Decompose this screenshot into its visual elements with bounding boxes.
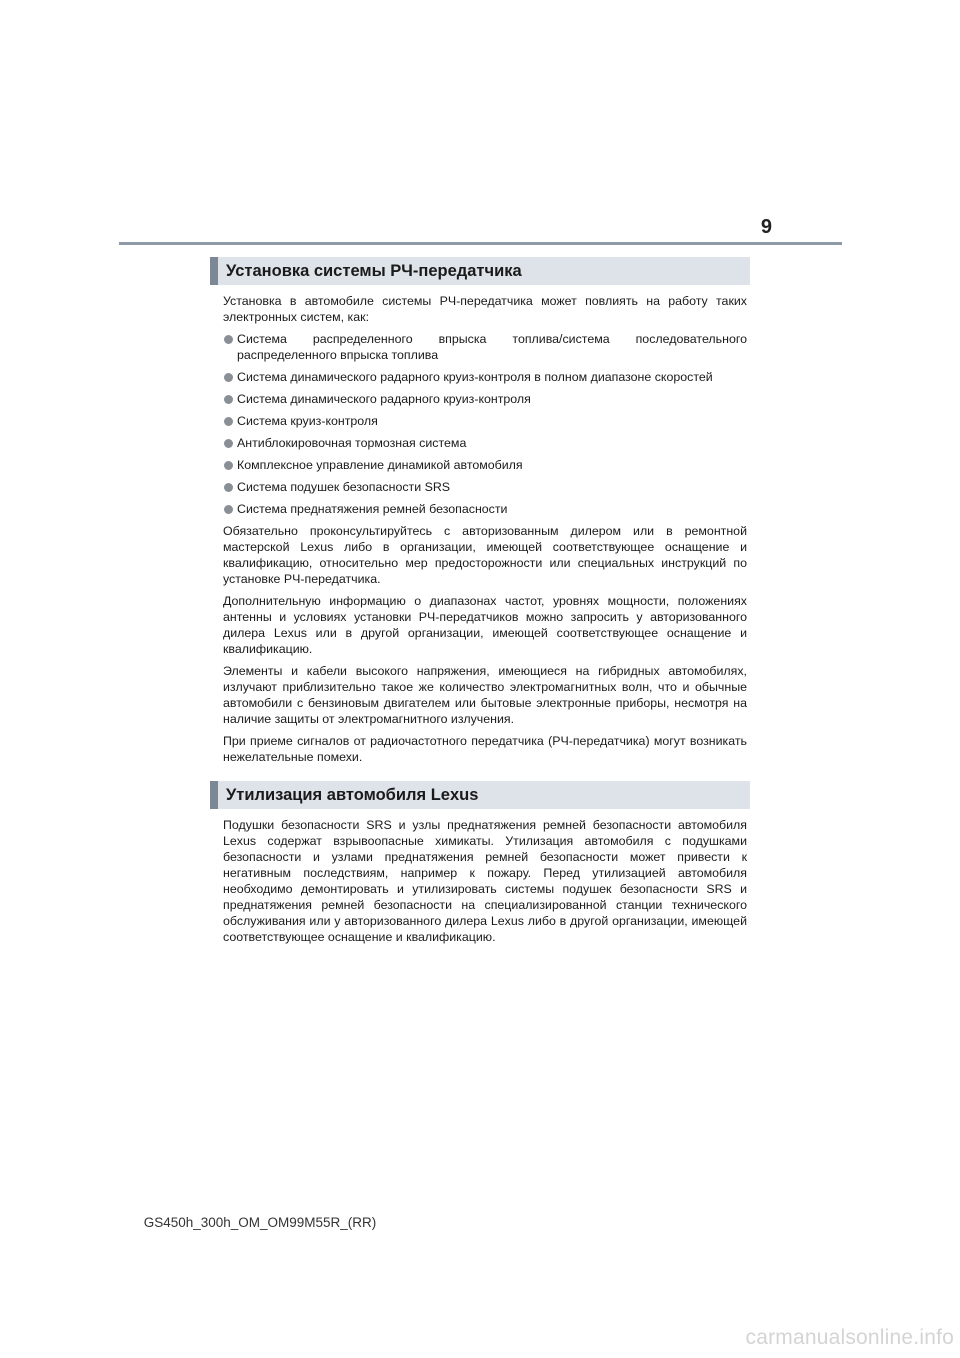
list-item: Система динамического радарного круиз-контроля в полном диапазоне скоростей	[223, 369, 747, 385]
bullet-icon	[224, 505, 233, 514]
section-body-disposal	[210, 809, 750, 945]
systems-list	[223, 331, 747, 517]
list-item: Комплексное управление динамикой автомобиля	[223, 457, 747, 473]
list-item: Система распределенного впрыска топлива/система последовательного распределенного впрыска топлива	[223, 331, 747, 363]
paragraph-info: Дополнительную информацию о диапазонах частот, уровнях мощности, положениях антенны и условиях установки РЧ-передатчиков можно запросить у авторизованного дилера Lexus или в другой организации, имеющей соответствующее оснащение и квалификацию.	[223, 594, 747, 656]
list-item: Антиблокировочная тормозная система	[223, 435, 747, 451]
section-title-disposal: Утилизация автомобиля Lexus	[210, 781, 750, 809]
paragraph-consult: Обязательно проконсультируйтесь с авторизованным дилером или в ремонтной мастерской Lexus либо в организации, имеющей соответствующее оснащение и квалификацию, относительно мер предосторожности или специальных инструкций по установке РЧ-передатчика.	[223, 524, 747, 586]
bullet-icon	[224, 395, 233, 404]
footer-document-code: GS450h_300h_OM_OM99M55R_(RR)	[143, 1215, 377, 1230]
paragraph-hybrid: Элементы и кабели высокого напряжения, имеющиеся на гибридных автомобилях, излучают приблизительно такое же количество электромагнитных волн, что и обычные автомобили с бензиновым двигателем или бытовые электронные приборы, несмотря на наличие защиты от электромагнитного излучения.	[223, 664, 747, 726]
section-body-rf-transmitter	[210, 285, 750, 765]
header-rule	[119, 242, 842, 245]
paragraph-disposal: Подушки безопасности SRS и узлы преднатяжения ремней безопасности автомобиля Lexus содержат взрывоопасные химикаты. Утилизация автомобиля с подушками безопасности и узлами преднатяжения ремней безопасности может привести к негативным последствиям, например к пожару. Перед утилизацией автомобиля необходимо демонтировать и утилизировать системы подушек безопасности SRS и преднатяжения ремней безопасности на специализированной станции технического обслуживания или у авторизованного дилера Lexus либо в другой организации, имеющей соответствующее оснащение и квалификацию.	[223, 818, 747, 944]
bullet-icon	[224, 417, 233, 426]
watermark: carmanualsonline.info	[745, 1326, 954, 1349]
list-item: Система круиз-контроля	[223, 413, 747, 429]
bullet-icon	[224, 461, 233, 470]
bullet-icon	[224, 483, 233, 492]
bullet-icon	[224, 335, 233, 344]
list-item: Система преднатяжения ремней безопасности	[223, 501, 747, 517]
page-number: 9	[760, 216, 772, 238]
list-item: Система динамического радарного круиз-контроля	[223, 391, 747, 407]
list-item: Система подушек безопасности SRS	[223, 479, 747, 495]
section-title-rf-transmitter: Установка системы РЧ-передатчика	[210, 257, 750, 285]
page-content	[210, 257, 750, 945]
bullet-icon	[224, 439, 233, 448]
paragraph-interference: При приеме сигналов от радиочастотного передатчика (РЧ-передатчика) могут возникать нежелательные помехи.	[223, 734, 747, 764]
bullet-icon	[224, 373, 233, 382]
paragraph-intro: Установка в автомобиле системы РЧ-передатчика может повлиять на работу таких электронных систем, как:	[223, 294, 747, 324]
